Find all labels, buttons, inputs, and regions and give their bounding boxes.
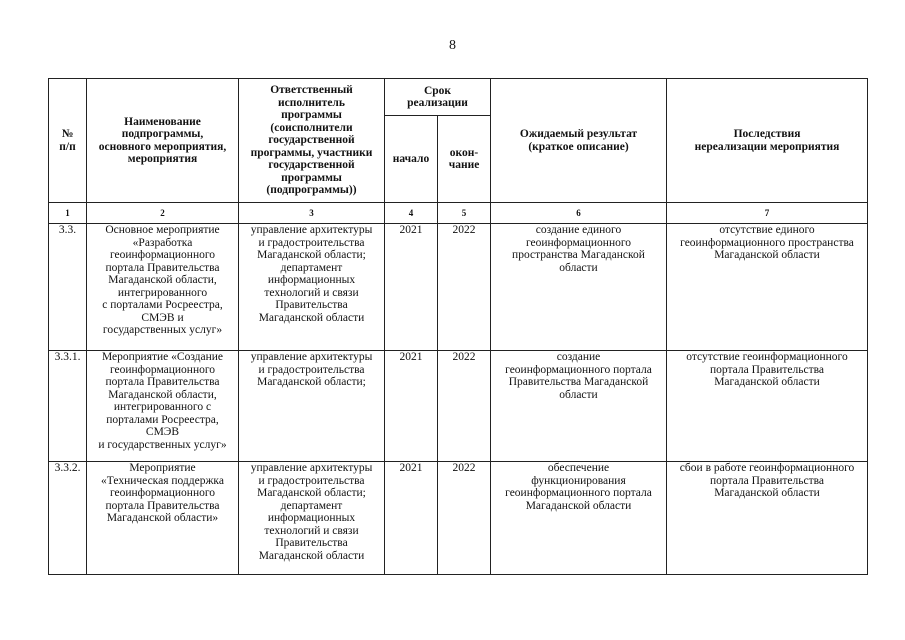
row-name: Мероприятие «Техническая поддержка геоинформационного портала Правительства Магаданской области»	[87, 462, 239, 575]
row-executor: управление архитектуры и градостроительства Магаданской области; департамент информационных технологий и связи Правительства Магаданской области	[239, 224, 385, 351]
row-result: создание единого геоинформационного пространства Магаданской области	[491, 224, 667, 351]
column-number: 6	[491, 203, 667, 224]
row-executor: управление архитектуры и градостроительства Магаданской области;	[239, 351, 385, 462]
column-number: 2	[87, 203, 239, 224]
header-result: Ожидаемый результат (краткое описание)	[491, 79, 667, 203]
header-end: окон- чание	[438, 116, 491, 203]
row-end: 2022	[438, 224, 491, 351]
row-consequence: отсутствие геоинформационного портала Правительства Магаданской области	[667, 351, 868, 462]
row-executor: управление архитектуры и градостроительства Магаданской области; департамент информационных технологий и связи Правительства Магаданской области	[239, 462, 385, 575]
header-consequence: Последствия нереализации мероприятия	[667, 79, 868, 203]
column-number: 7	[667, 203, 868, 224]
row-num: 3.3.2.	[49, 462, 87, 575]
row-num: 3.3.	[49, 224, 87, 351]
row-name: Основное мероприятие «Разработка геоинформационного портала Правительства Магаданской области, интегрированного с порталами Росреестра, СМЭВ и государственных услуг»	[87, 224, 239, 351]
column-number: 1	[49, 203, 87, 224]
row-result: создание геоинформационного портала Правительства Магаданской области	[491, 351, 667, 462]
table-row	[49, 224, 868, 351]
table-row	[49, 351, 868, 462]
row-consequence: сбои в работе геоинформационного портала Правительства Магаданской области	[667, 462, 868, 575]
row-start: 2021	[385, 351, 438, 462]
header-executor: Ответственный исполнитель программы (соисполнители государственной программы, участники государственной программы (подпрограммы))	[239, 79, 385, 203]
header-period: Срок реализации	[385, 79, 491, 116]
row-result: обеспечение функционирования геоинформационного портала Магаданской области	[491, 462, 667, 575]
row-num: 3.3.1.	[49, 351, 87, 462]
header-num: № п/п	[49, 79, 87, 203]
header-name: Наименование подпрограммы, основного мероприятия, мероприятия	[87, 79, 239, 203]
row-start: 2021	[385, 462, 438, 575]
program-table	[48, 78, 868, 575]
column-number: 4	[385, 203, 438, 224]
page-number: 8	[449, 38, 456, 53]
header-start: начало	[385, 116, 438, 203]
row-consequence: отсутствие единого геоинформационного пространства Магаданской области	[667, 224, 868, 351]
table-row	[49, 462, 868, 575]
row-name: Мероприятие «Создание геоинформационного портала Правительства Магаданской области, интегрированного с порталами Росреестра, СМЭВ и государственных услуг»	[87, 351, 239, 462]
row-start: 2021	[385, 224, 438, 351]
column-number: 3	[239, 203, 385, 224]
row-end: 2022	[438, 462, 491, 575]
row-end: 2022	[438, 351, 491, 462]
column-number: 5	[438, 203, 491, 224]
